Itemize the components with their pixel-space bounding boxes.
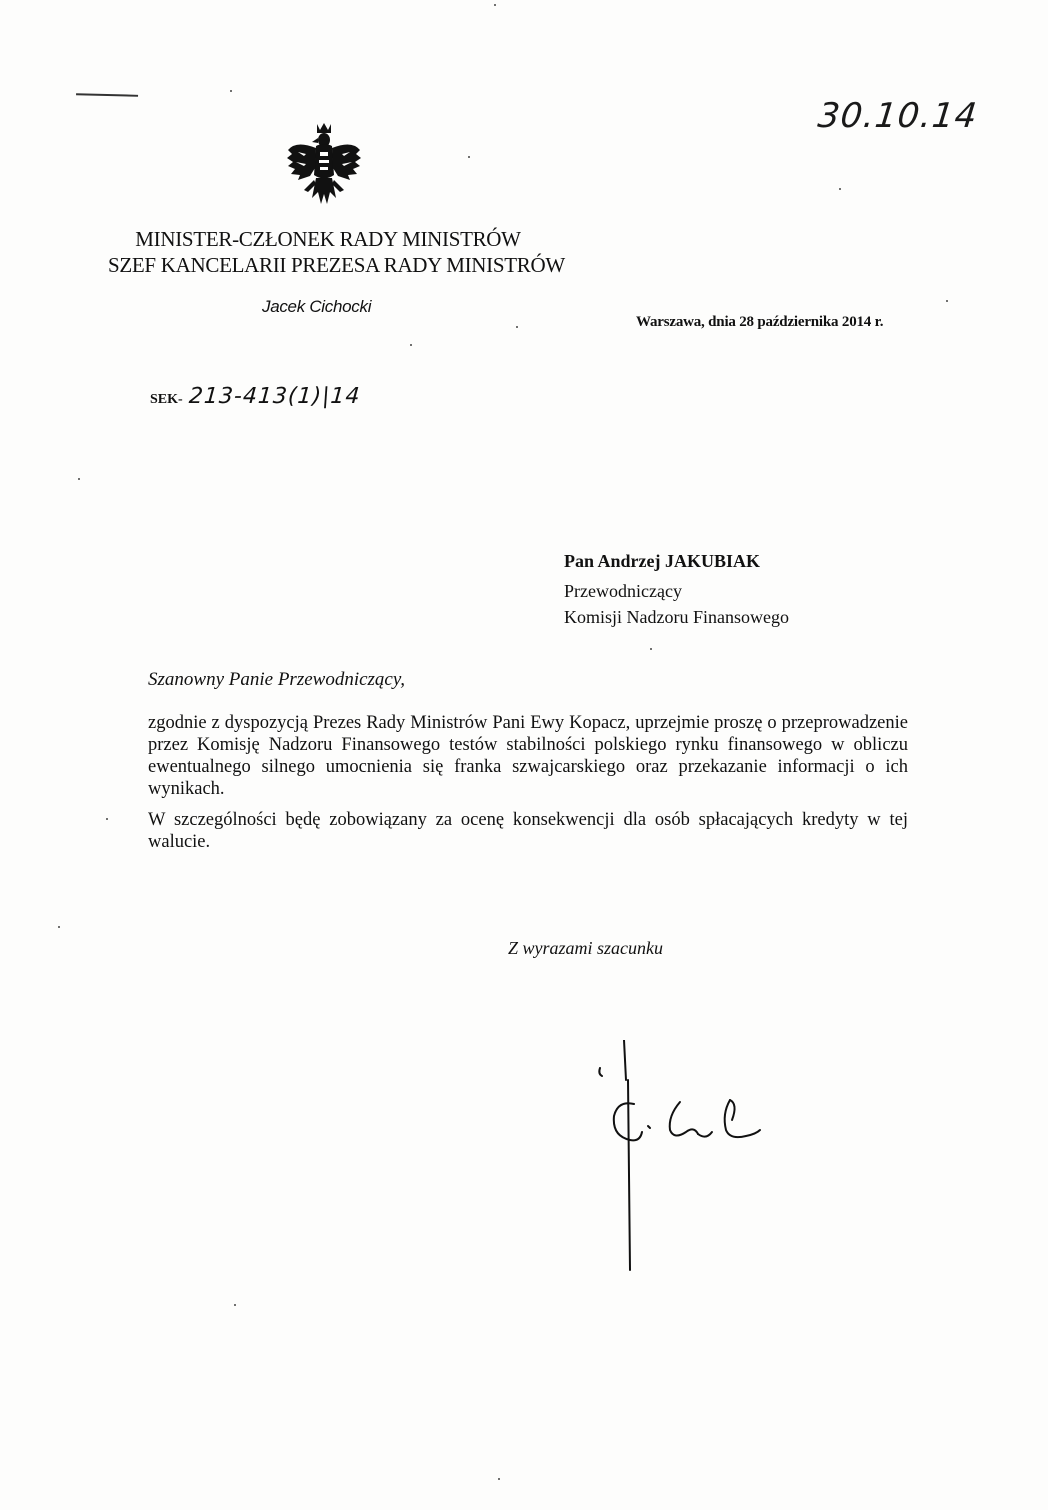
place-and-date: Warszawa, dnia 28 października 2014 r. bbox=[636, 314, 884, 330]
closing-phrase: Z wyrazami szacunku bbox=[508, 938, 664, 958]
scan-speck bbox=[410, 344, 412, 346]
salutation: Szanowny Panie Przewodniczący, bbox=[148, 669, 405, 690]
scan-speck bbox=[234, 1304, 236, 1306]
polish-eagle-emblem-icon bbox=[284, 120, 364, 212]
reference-number bbox=[150, 384, 360, 409]
minister-name: Jacek Cichocki bbox=[262, 297, 372, 316]
recipient-organization: Komisji Nadzoru Finansowego bbox=[564, 607, 789, 627]
scan-speck bbox=[839, 188, 841, 190]
scan-speck bbox=[516, 326, 518, 328]
letter-body bbox=[148, 712, 908, 862]
scan-speck bbox=[946, 300, 948, 302]
handwritten-received-date: 30.10.14 bbox=[815, 96, 980, 136]
scan-speck bbox=[498, 1478, 500, 1480]
scan-speck bbox=[494, 4, 496, 6]
scan-speck bbox=[58, 926, 60, 928]
body-paragraph-1: zgodnie z dyspozycją Prezes Rady Ministrów Pani Ewy Kopacz, uprzejmie proszę o przeprowadzenie przez Komisję Nadzoru Finansowego testów stabilności polskiego rynku finansowego w obliczu ewentualnego silnego umocnienia się franka szwajcarskiego oraz przekazanie informacji o ich wynikach. bbox=[148, 713, 908, 799]
scan-speck bbox=[106, 818, 108, 820]
reference-handwritten: 213-413(1)|14 bbox=[187, 384, 362, 409]
scan-dash-mark bbox=[76, 93, 138, 101]
office-header bbox=[108, 226, 565, 278]
scan-speck bbox=[650, 648, 652, 650]
recipient-name: Pan Andrzej JAKUBIAK bbox=[564, 551, 761, 571]
scan-speck bbox=[78, 478, 80, 480]
scan-speck bbox=[468, 156, 470, 158]
scan-speck bbox=[230, 90, 232, 92]
body-paragraph-2: W szczególności będę zobowiązany za ocenę konsekwencji dla osób spłacających kredyty w tej walucie. bbox=[148, 810, 908, 852]
office-title-line-1: MINISTER-CZŁONEK RADY MINISTRÓW bbox=[135, 227, 521, 251]
handwritten-signature bbox=[590, 1040, 770, 1280]
recipient-block bbox=[564, 548, 789, 630]
recipient-title: Przewodniczący bbox=[564, 581, 682, 601]
office-title-line-2: SZEF KANCELARII PREZESA RADY MINISTRÓW bbox=[108, 253, 565, 277]
reference-prefix: SEK- bbox=[150, 392, 183, 407]
